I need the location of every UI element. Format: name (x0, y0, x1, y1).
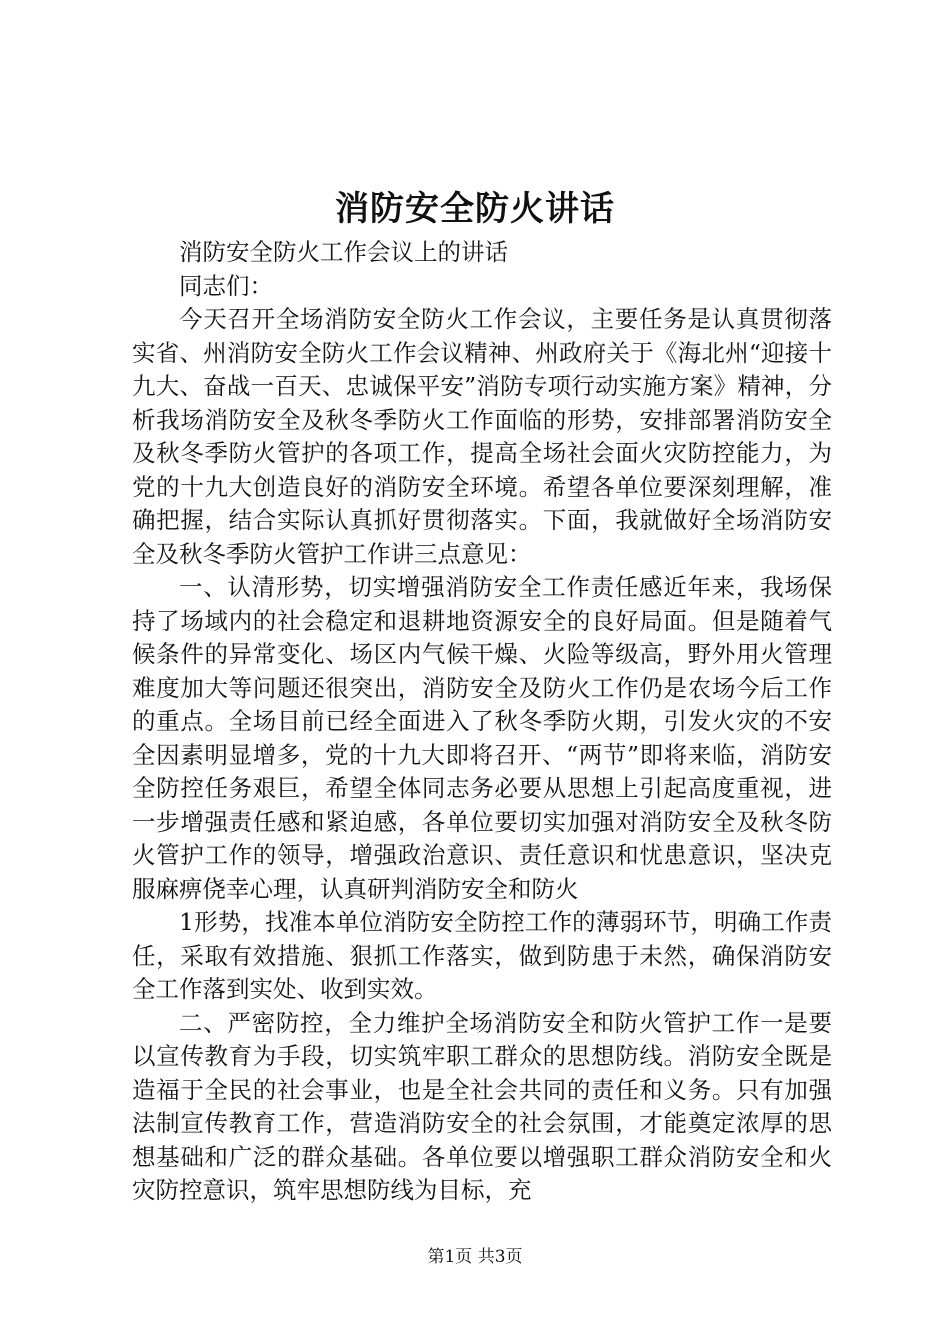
page-number-footer: 第1页 共3页 (427, 1247, 523, 1267)
meeting-subtitle: 消防安全防火工作会议上的讲话 (179, 238, 508, 266)
salutation: 同志们： (179, 271, 273, 300)
document-body (132, 236, 832, 1208)
paragraph-section-one: 一、认清形势，切实增强消防安全工作责任感近年来，我场保持了场域内的社会稳定和退耕地资源安全的良好局面。但是随着气候条件的异常变化、场区内气候干燥、火险等级高，野外用火管理难度加大等问题还很突出，消防安全及防火工作仍是农场今后工作的重点。全场目前已经全面进入了秋冬季防火期，引发火灾的不安全因素明显增多，党的十九大即将召开、“两节”即将来临，消防安全防控任务艰巨，希望全体同志务必要从思想上引起高度重视，进一步增强责任感和紧迫感，各单位要切实加强对消防安全及秋冬防火管护工作的领导，增强政治意识、责任意识和忧患意识，坚决克服麻痹侥幸心理，认真研判消防安全和防火 (132, 573, 832, 903)
document-title: 消防安全防火讲话 (335, 189, 615, 229)
paragraph-section-one-continued: 1形势，找准本单位消防安全防控工作的薄弱环节，明确工作责任，采取有效措施、狠抓工作落实，做到防患于未然，确保消防安全工作落到实处、收到实效。 (132, 908, 832, 1003)
paragraph-section-two: 二、严密防控，全力维护全场消防安全和防火管护工作一是要以宣传教育为手段，切实筑牢职工群众的思想防线。消防安全既是造福于全民的社会事业，也是全社会共同的责任和义务。只有加强法制宣传教育工作，营造消防安全的社会氛围，才能奠定浓厚的思想基础和广泛的群众基础。各单位要以增强职工群众消防安全和火灾防控意识，筑牢思想防线为目标，充 (132, 1008, 832, 1204)
paragraph-intro: 今天召开全场消防安全防火工作会议，主要任务是认真贯彻落实省、州消防安全防火工作会议精神、州政府关于《海北州“迎接十九大、奋战一百天、忠诚保平安”消防专项行动实施方案》精神，分析我场消防安全及秋冬季防火工作面临的形势，安排部署消防安全及秋冬季防火管护的各项工作，提高全场社会面火灾防控能力，为党的十九大创造良好的消防安全环境。希望各单位要深刻理解，准确把握，结合实际认真抓好贯彻落实。下面，我就做好全场消防安全及秋冬季防火管护工作讲三点意见： (132, 305, 832, 568)
